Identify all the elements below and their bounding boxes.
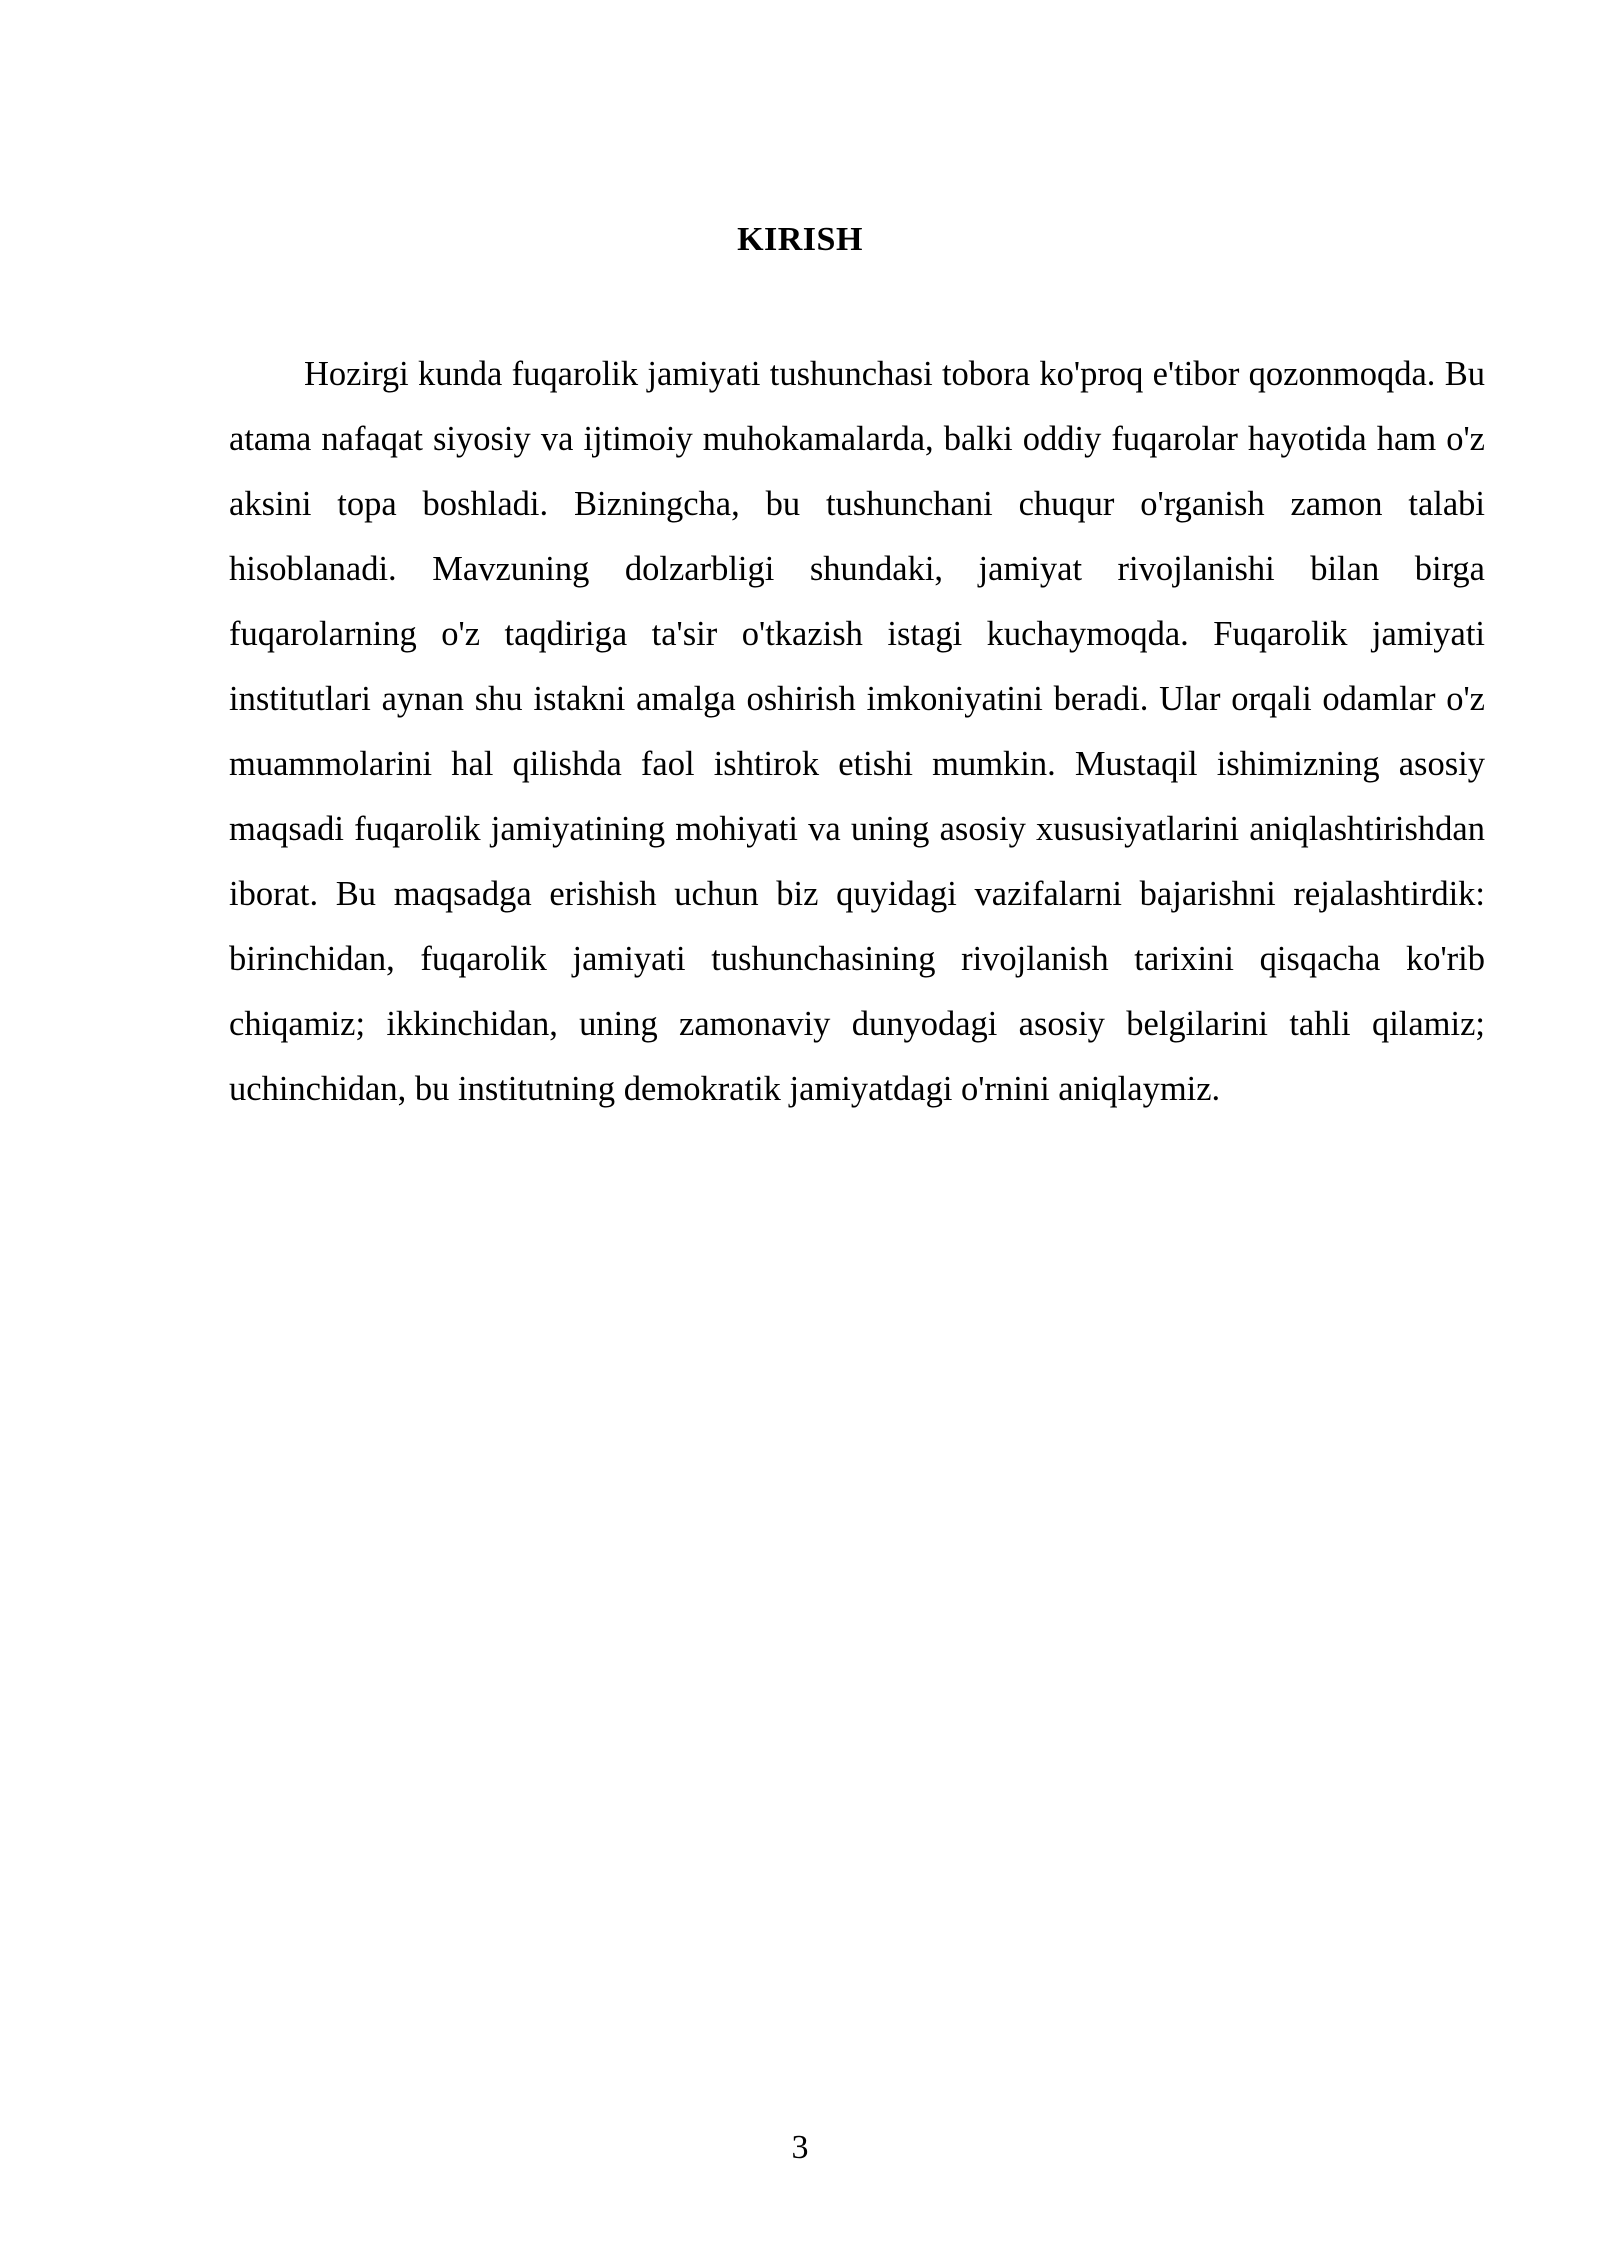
section-title: KIRISH	[737, 221, 863, 258]
body-paragraph: Hozirgi kunda fuqarolik jamiyati tushunchasi tobora ko'proq e'tibor qozonmoqda. Bu atama nafaqat siyosiy va ijtimoiy muhokamalarda, balki oddiy fuqarolar hayotida ham o'z aksini topa boshladi. Bizningcha, bu tushunchani chuqur o'rganish zamon talabi hisoblanadi. Mavzuning dolzarbligi shundaki, jamiyat rivojlanishi bilan birga fuqarolarning o'z taqdiriga ta'sir o'tkazish istagi kuchaymoqda. Fuqarolik jamiyati institutlari aynan shu istakni amalga oshirish imkoniyatini beradi. Ular orqali odamlar o'z muammolarini hal qilishda faol ishtirok etishi mumkin. Mustaqil ishimizning asosiy maqsadi fuqarolik jamiyatining mohiyati va uning asosiy xususiyatlarini aniqlashtirishdan iborat. Bu maqsadga erishish uchun biz quyidagi vazifalarni bajarishni rejalashtirdik: birinchidan, fuqarolik jamiyati tushunchasining rivojlanish tarixini qisqacha ko'rib chiqamiz; ikkinchidan, uning zamonaviy dunyodagi asosiy belgilarini tahli qilamiz; uchinchidan, bu institutning demokratik jamiyatdagi o'rnini aniqlaymiz.	[229, 355, 1485, 1108]
page-number: 3	[791, 2129, 809, 2166]
